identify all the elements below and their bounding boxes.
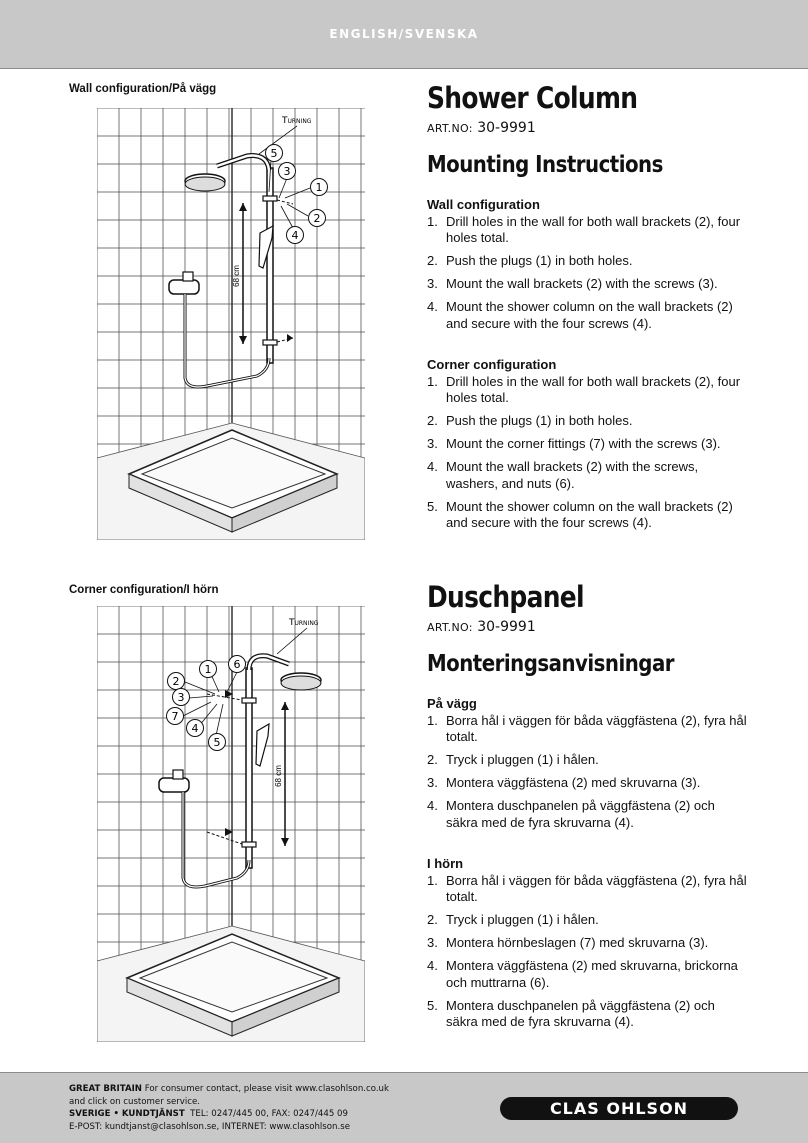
corner-height-label: 68 cm [274,765,283,787]
swedish-art-value: 30-9991 [477,619,536,635]
footer-bar [0,1072,808,1143]
clas-ohlson-logo: CLAS OHLSON [500,1097,738,1120]
swedish-subtitle: Monteringsanvisningar [427,651,675,677]
list-item: 4. Montera duschpanelen på väggfästena (2) och säkra med de fyra skruvarna (4). [427,798,715,830]
list-item: 2. Tryck i pluggen (1) i hålen. [427,752,599,767]
corner-figure-title: Corner configuration/I hörn [69,584,219,596]
list-item: 3. Montera hörnbeslagen (7) med skruvarna (3). [427,935,709,950]
swedish-wall-section [427,696,747,838]
wall-callout-4: 4 [291,229,299,242]
english-art-value: 30-9991 [477,120,536,136]
swedish-art-label: ART.NO: [427,621,473,634]
corner-configuration-illustration [97,606,365,1042]
english-subtitle: Mounting Instructions [427,152,663,178]
list-item: 2. Tryck i pluggen (1) i hålen. [427,912,599,927]
corner-callout-4: 4 [191,722,199,735]
english-wall-section [427,197,747,339]
corner-callout-6: 6 [233,658,241,671]
header-bar [0,0,808,69]
list-item: 4. Mount the shower column on the wall brackets (2) and secure with the four screws (4). [427,299,733,331]
list-item: 1. Drill holes in the wall for both wall brackets (2), four holes total. [427,373,741,405]
wall-callout-1: 1 [315,181,323,194]
list-item: 2. Push the plugs (1) in both holes. [427,253,633,268]
wall-configuration-illustration [97,108,365,540]
footer-gb-text2: and click on customer service. [69,1096,200,1107]
list-item: 3. Mount the wall brackets (2) with the screws (3). [427,276,718,291]
wall-callout-2: 2 [313,212,321,225]
footer-gb-label: GREAT BRITAIN [69,1084,142,1094]
wall-callout-3: 3 [283,165,291,178]
wall-callout-5: 5 [270,147,278,160]
footer-se-text2: E-POST: kundtjanst@clasohlson.se, INTERNET: www.clasohlson.se [69,1121,350,1132]
list-item: 3. Mount the corner fittings (7) with the screws (3). [427,436,721,451]
swedish-article-number [427,620,536,634]
english-corner-heading: Corner configuration [427,357,557,372]
list-item: 5. Mount the shower column on the wall brackets (2) and secure with the four screws (4). [427,498,733,530]
list-item: 1. Drill holes in the wall for both wall brackets (2), four holes total. [427,213,741,245]
wall-figure-title: Wall configuration/På vägg [69,83,217,95]
wall-turning-label: Turning [282,116,312,126]
english-title: Shower Column [427,81,638,115]
swedish-corner-section [427,856,747,1037]
corner-turning-label: Turning [289,618,319,628]
list-item: 3. Montera väggfästena (2) med skruvarna (3). [427,775,701,790]
list-item: 1. Borra hål i väggen för båda väggfästena (2), fyra hål totalt. [427,872,747,904]
list-item: 1. Borra hål i väggen för båda väggfästena (2), fyra hål totalt. [427,712,747,744]
corner-callout-1: 1 [204,663,212,676]
wall-height-label: 68 cm [232,265,241,287]
swedish-wall-heading: På vägg [427,696,477,711]
list-item: 2. Push the plugs (1) in both holes. [427,413,633,428]
corner-callout-5: 5 [213,736,221,749]
english-wall-heading: Wall configuration [427,197,540,212]
corner-callout-7: 7 [171,710,179,723]
swedish-title: Duschpanel [427,580,584,614]
english-corner-section [427,357,747,538]
swedish-corner-heading: I hörn [427,856,464,871]
corner-callout-3: 3 [177,691,185,704]
footer-contact [69,1083,389,1133]
list-item: 4. Mount the wall brackets (2) with the screws, washers, and nuts (6). [427,459,699,491]
footer-gb-text: For consumer contact, please visit www.clasohlson.co.uk [144,1084,389,1094]
list-item: 5. Montera duschpanelen på väggfästena (2) och säkra med de fyra skruvarna (4). [427,997,715,1029]
english-art-label: ART.NO: [427,122,473,135]
english-article-number [427,121,536,135]
list-item: 4. Montera väggfästena (2) med skruvarna, brickorna och muttrarna (6). [427,958,738,990]
footer-se-text: TEL: 0247/445 00, FAX: 0247/445 09 [190,1109,348,1119]
language-label: ENGLISH/SVENSKA [329,27,479,41]
corner-callout-2: 2 [172,675,180,688]
footer-se-label: SVERIGE • KUNDTJÄNST [69,1109,185,1119]
